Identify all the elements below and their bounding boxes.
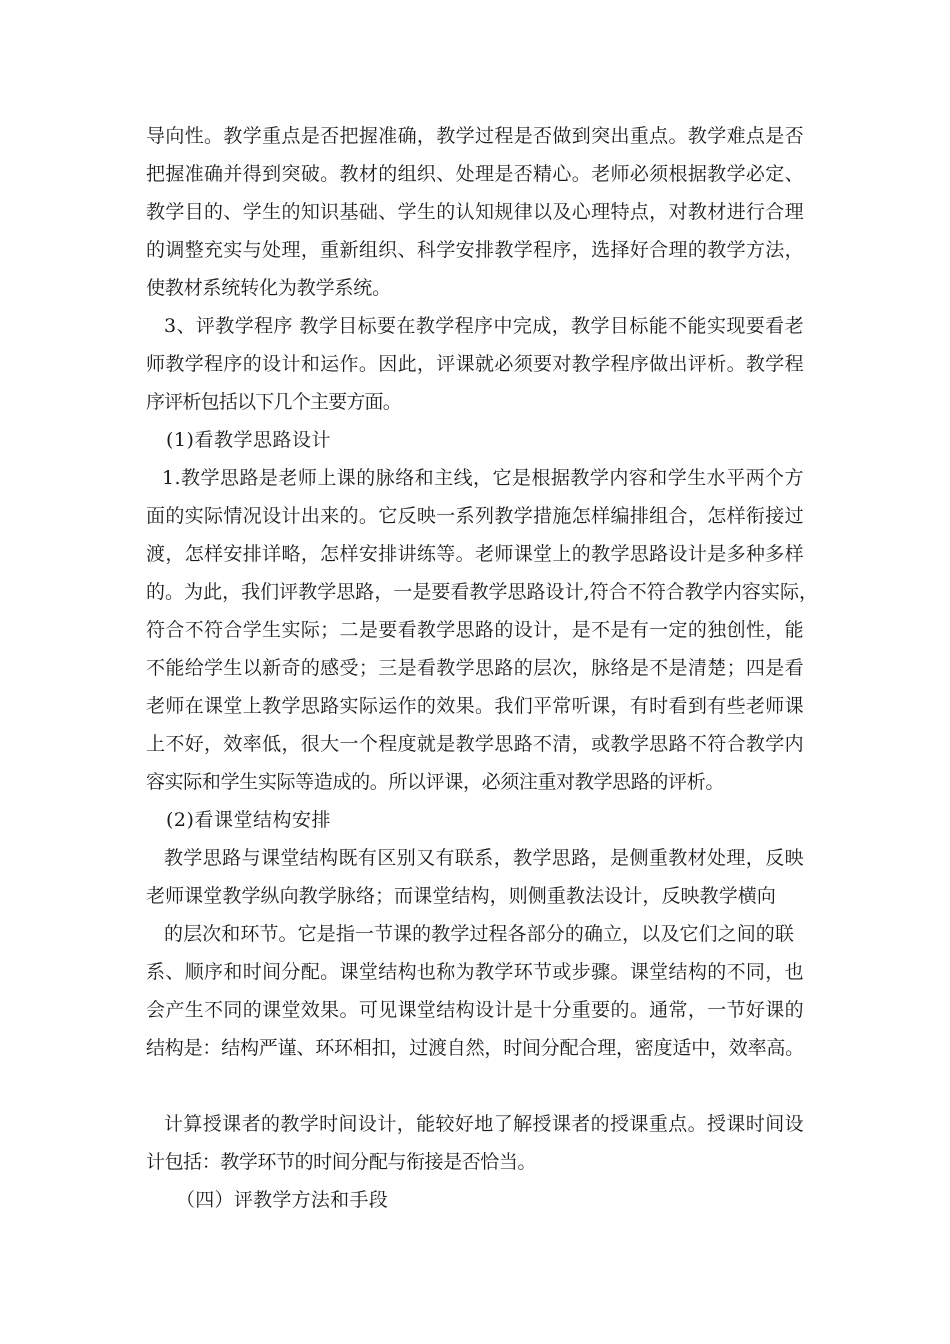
body-text-line: 导向性。教学重点是否把握准确，教学过程是否做到突出重点。教学难点是否 [146, 125, 804, 147]
body-text-line: 1.教学思路是老师上课的脉络和主线，它是根据教学内容和学生水平两个方 [162, 467, 804, 489]
body-text-line: 不能给学生以新奇的感受；三是看教学思路的层次，脉络是不是清楚；四是看 [146, 657, 804, 679]
body-text-line: 符合不符合学生实际；二是要看教学思路的设计，是不是有一定的独创性，能 [146, 619, 804, 641]
body-text-line: 的调整充实与处理，重新组织、科学安排教学程序，选择好合理的教学方法， [146, 239, 804, 261]
body-text-line: 把握准确并得到突破。教材的组织、处理是否精心。老师必须根据教学必定、 [146, 163, 804, 185]
body-text-line: 老师在课堂上教学思路实际运作的效果。我们平常听课，有时看到有些老师课 [146, 695, 804, 717]
body-text-line: 结构是：结构严谨、环环相扣，过渡自然，时间分配合理，密度适中，效率高。 [146, 1037, 804, 1059]
body-text-line: 渡，怎样安排详略，怎样安排讲练等。老师课堂上的教学思路设计是多种多样 [146, 543, 804, 565]
body-text-line: 会产生不同的课堂效果。可见课堂结构设计是十分重要的。通常，一节好课的 [146, 999, 804, 1021]
subsection-heading: (1)看教学思路设计 [166, 429, 331, 451]
body-text-line: 容实际和学生实际等造成的。所以评课，必须注重对教学思路的评析。 [146, 771, 724, 793]
body-text-line: 师教学程序的设计和运作。因此，评课就必须要对教学程序做出评析。教学程 [146, 353, 804, 375]
body-text-line: 教学目的、学生的知识基础、学生的认知规律以及心理特点，对教材进行合理 [146, 201, 804, 223]
body-text-line: 序评析包括以下几个主要方面。 [146, 391, 401, 413]
body-text-line: 计算授课者的教学时间设计，能较好地了解授课者的授课重点。授课时间设 [164, 1113, 804, 1135]
body-text-line: 上不好，效率低，很大一个程度就是教学思路不清，或教学思路不符合教学内 [146, 733, 804, 755]
subsection-heading: (2)看课堂结构安排 [166, 809, 331, 831]
body-text-line: 面的实际情况设计出来的。它反映一系列教学措施怎样编排组合，怎样衔接过 [146, 505, 804, 527]
section-heading-line: 3、评教学程序 教学目标要在教学程序中完成，教学目标能不能实现要看老 [164, 315, 804, 337]
section-heading: （四）评教学方法和手段 [176, 1189, 388, 1211]
body-text-line: 教学思路与课堂结构既有区别又有联系，教学思路，是侧重教材处理，反映 [164, 847, 804, 869]
body-text-line: 计包括：教学环节的时间分配与衔接是否恰当。 [146, 1151, 536, 1173]
body-text-line: 的层次和环节。它是指一节课的教学过程各部分的确立，以及它们之间的联 [164, 923, 794, 945]
body-text-line: 系、顺序和时间分配。课堂结构也称为教学环节或步骤。课堂结构的不同，也 [146, 961, 804, 983]
body-text-line: 使教材系统转化为教学系统。 [146, 277, 391, 299]
body-text-line: 老师课堂教学纵向教学脉络；而课堂结构，则侧重教法设计，反映教学横向 [146, 885, 776, 907]
body-text-line: 的。为此，我们评教学思路，一是要看教学思路设计,符合不符合教学内容实际， [146, 581, 818, 603]
